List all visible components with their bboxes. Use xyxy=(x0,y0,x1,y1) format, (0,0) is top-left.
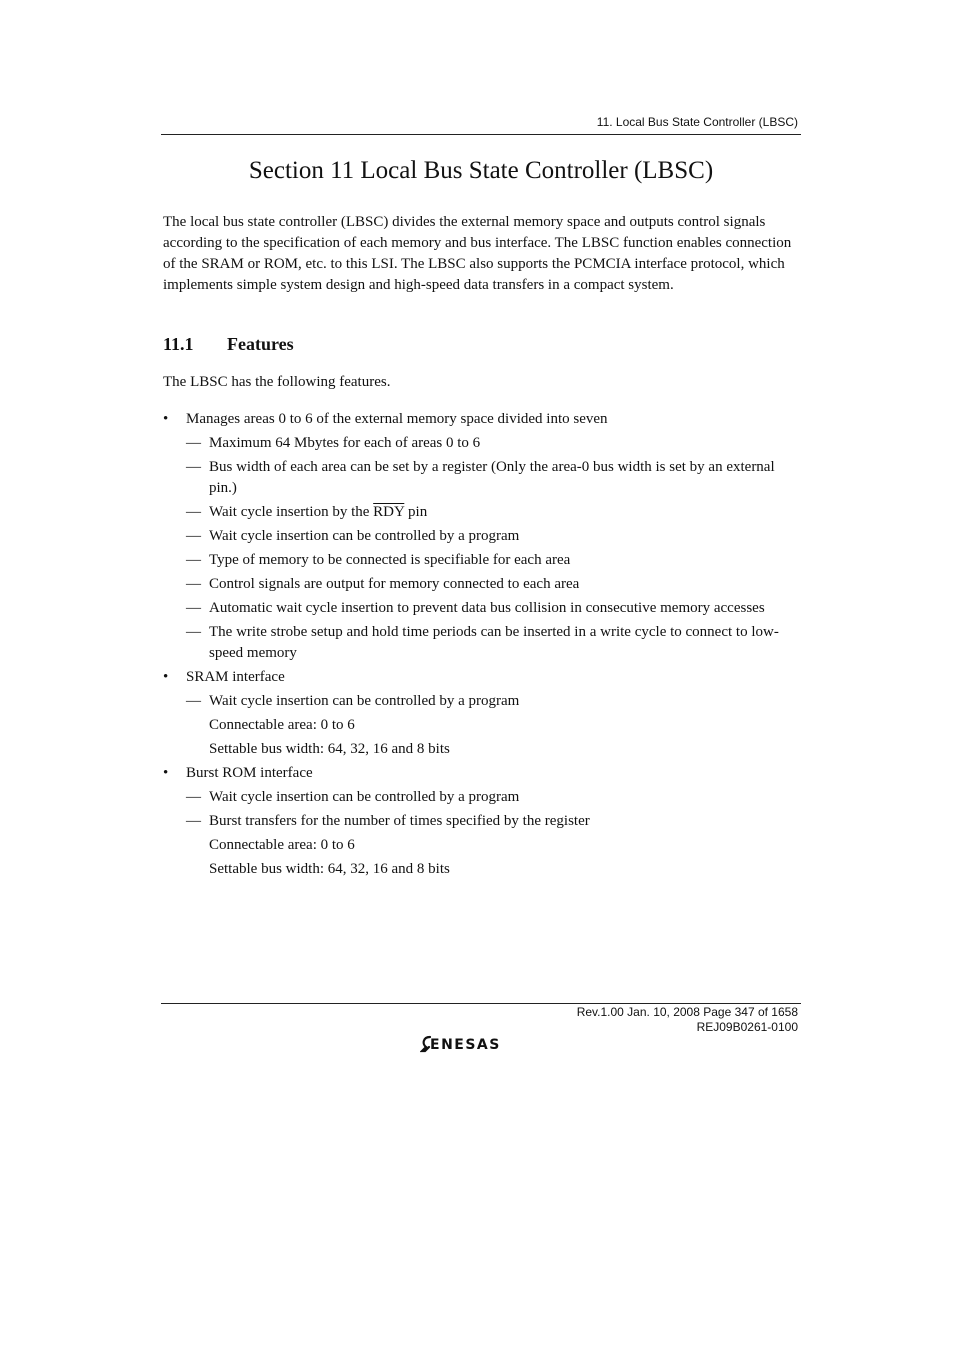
list-item xyxy=(186,457,799,499)
dash-glyph: — xyxy=(186,435,201,451)
list-item xyxy=(186,787,799,808)
list-item-text: Maximum 64 Mbytes for each of areas 0 to 6 xyxy=(209,435,481,451)
list-item xyxy=(186,502,799,523)
list-item xyxy=(186,622,799,664)
feature-text: Burst ROM interface xyxy=(186,765,313,781)
list-item xyxy=(186,526,799,547)
running-header: 11. Local Bus State Controller (LBSC) xyxy=(596,115,798,129)
document-code: REJ09B0261-0100 xyxy=(696,1020,798,1034)
dash-glyph: — xyxy=(186,552,201,568)
feature-burst-rom-interface xyxy=(163,763,799,880)
feature-text: Manages areas 0 to 6 of the external memory space divided into seven xyxy=(186,411,608,427)
list-item-text: Control signals are output for memory connected to each area xyxy=(209,576,580,592)
dash-glyph: — xyxy=(186,813,201,829)
feature-sublist xyxy=(186,787,799,832)
connectable-area-note: Connectable area: 0 to 6 xyxy=(209,837,355,853)
renesas-logo xyxy=(420,1034,542,1054)
dash-glyph: — xyxy=(186,576,201,592)
list-item-text: Wait cycle insertion can be controlled by a program xyxy=(209,693,520,709)
list-item xyxy=(186,691,799,712)
feature-sublist xyxy=(186,433,799,664)
features-lead: The LBSC has the following features. xyxy=(163,374,391,390)
header-rule xyxy=(161,134,801,135)
bullet-glyph: • xyxy=(163,411,169,427)
rdy-suffix: pin xyxy=(404,504,428,520)
list-item-text: Wait cycle insertion can be controlled by a program xyxy=(209,789,520,805)
dash-glyph: — xyxy=(186,789,201,805)
feature-sram-interface xyxy=(163,667,799,760)
subsection-heading xyxy=(163,332,294,356)
dash-glyph: — xyxy=(186,459,201,475)
dash-glyph: — xyxy=(186,528,201,544)
list-item xyxy=(186,550,799,571)
bus-width-note: Settable bus width: 64, 32, 16 and 8 bits xyxy=(209,741,450,757)
list-item-text: Wait cycle insertion by the xyxy=(209,504,374,520)
section-title: Section 11 Local Bus State Controller (LBSC) xyxy=(248,157,714,184)
feature-sublist xyxy=(186,691,799,712)
revision-line: Rev.1.00 Jan. 10, 2008 Page 347 of 1658 xyxy=(576,1005,798,1019)
rdy-signal: $\overline{RDY}$ xyxy=(373,504,405,520)
dash-glyph: — xyxy=(186,600,201,616)
list-item-text: Burst transfers for the number of times specified by the register xyxy=(209,813,590,829)
connectable-area-note: Connectable area: 0 to 6 xyxy=(209,717,355,733)
list-item xyxy=(186,598,799,619)
list-item-text: The write strobe setup and hold time periods can be inserted in a write cycle to connect to low-speed memory xyxy=(209,624,779,661)
subsection-title: Features xyxy=(227,334,294,354)
dash-glyph: — xyxy=(186,504,201,520)
list-item-text: Bus width of each area can be set by a register (Only the area-0 bus width is set by an external pin.) xyxy=(209,459,775,496)
list-item-text: Wait cycle insertion can be controlled by a program xyxy=(209,528,520,544)
feature-text: SRAM interface xyxy=(186,669,285,685)
features-list xyxy=(163,409,799,883)
footer-info xyxy=(160,1005,798,1035)
feature-external-memory xyxy=(163,409,799,664)
dash-glyph: — xyxy=(186,624,201,640)
dash-glyph: — xyxy=(186,693,201,709)
svg-text:ENESAS: ENESAS xyxy=(430,1037,501,1053)
bullet-glyph: • xyxy=(163,669,169,685)
bullet-glyph: • xyxy=(163,765,169,781)
list-item-text: Type of memory to be connected is specifiable for each area xyxy=(209,552,571,568)
list-item xyxy=(186,433,799,454)
list-item-text: Automatic wait cycle insertion to prevent data bus collision in consecutive memory accesses xyxy=(209,600,765,616)
subsection-number: 11.1 xyxy=(163,334,194,354)
bus-width-note: Settable bus width: 64, 32, 16 and 8 bits xyxy=(209,861,450,877)
list-item xyxy=(186,811,799,832)
list-item xyxy=(186,574,799,595)
footer-rule xyxy=(161,1003,801,1004)
intro-paragraph: The local bus state controller (LBSC) divides the external memory space and outputs control signals according to the specification of each memory and bus interface. The LBSC function enables connection of the SRAM or ROM, etc. to this LSI. The LBSC also supports the PCMCIA interface protocol, which implements simple system design and high-speed data transfers in a compact system. xyxy=(163,214,792,293)
